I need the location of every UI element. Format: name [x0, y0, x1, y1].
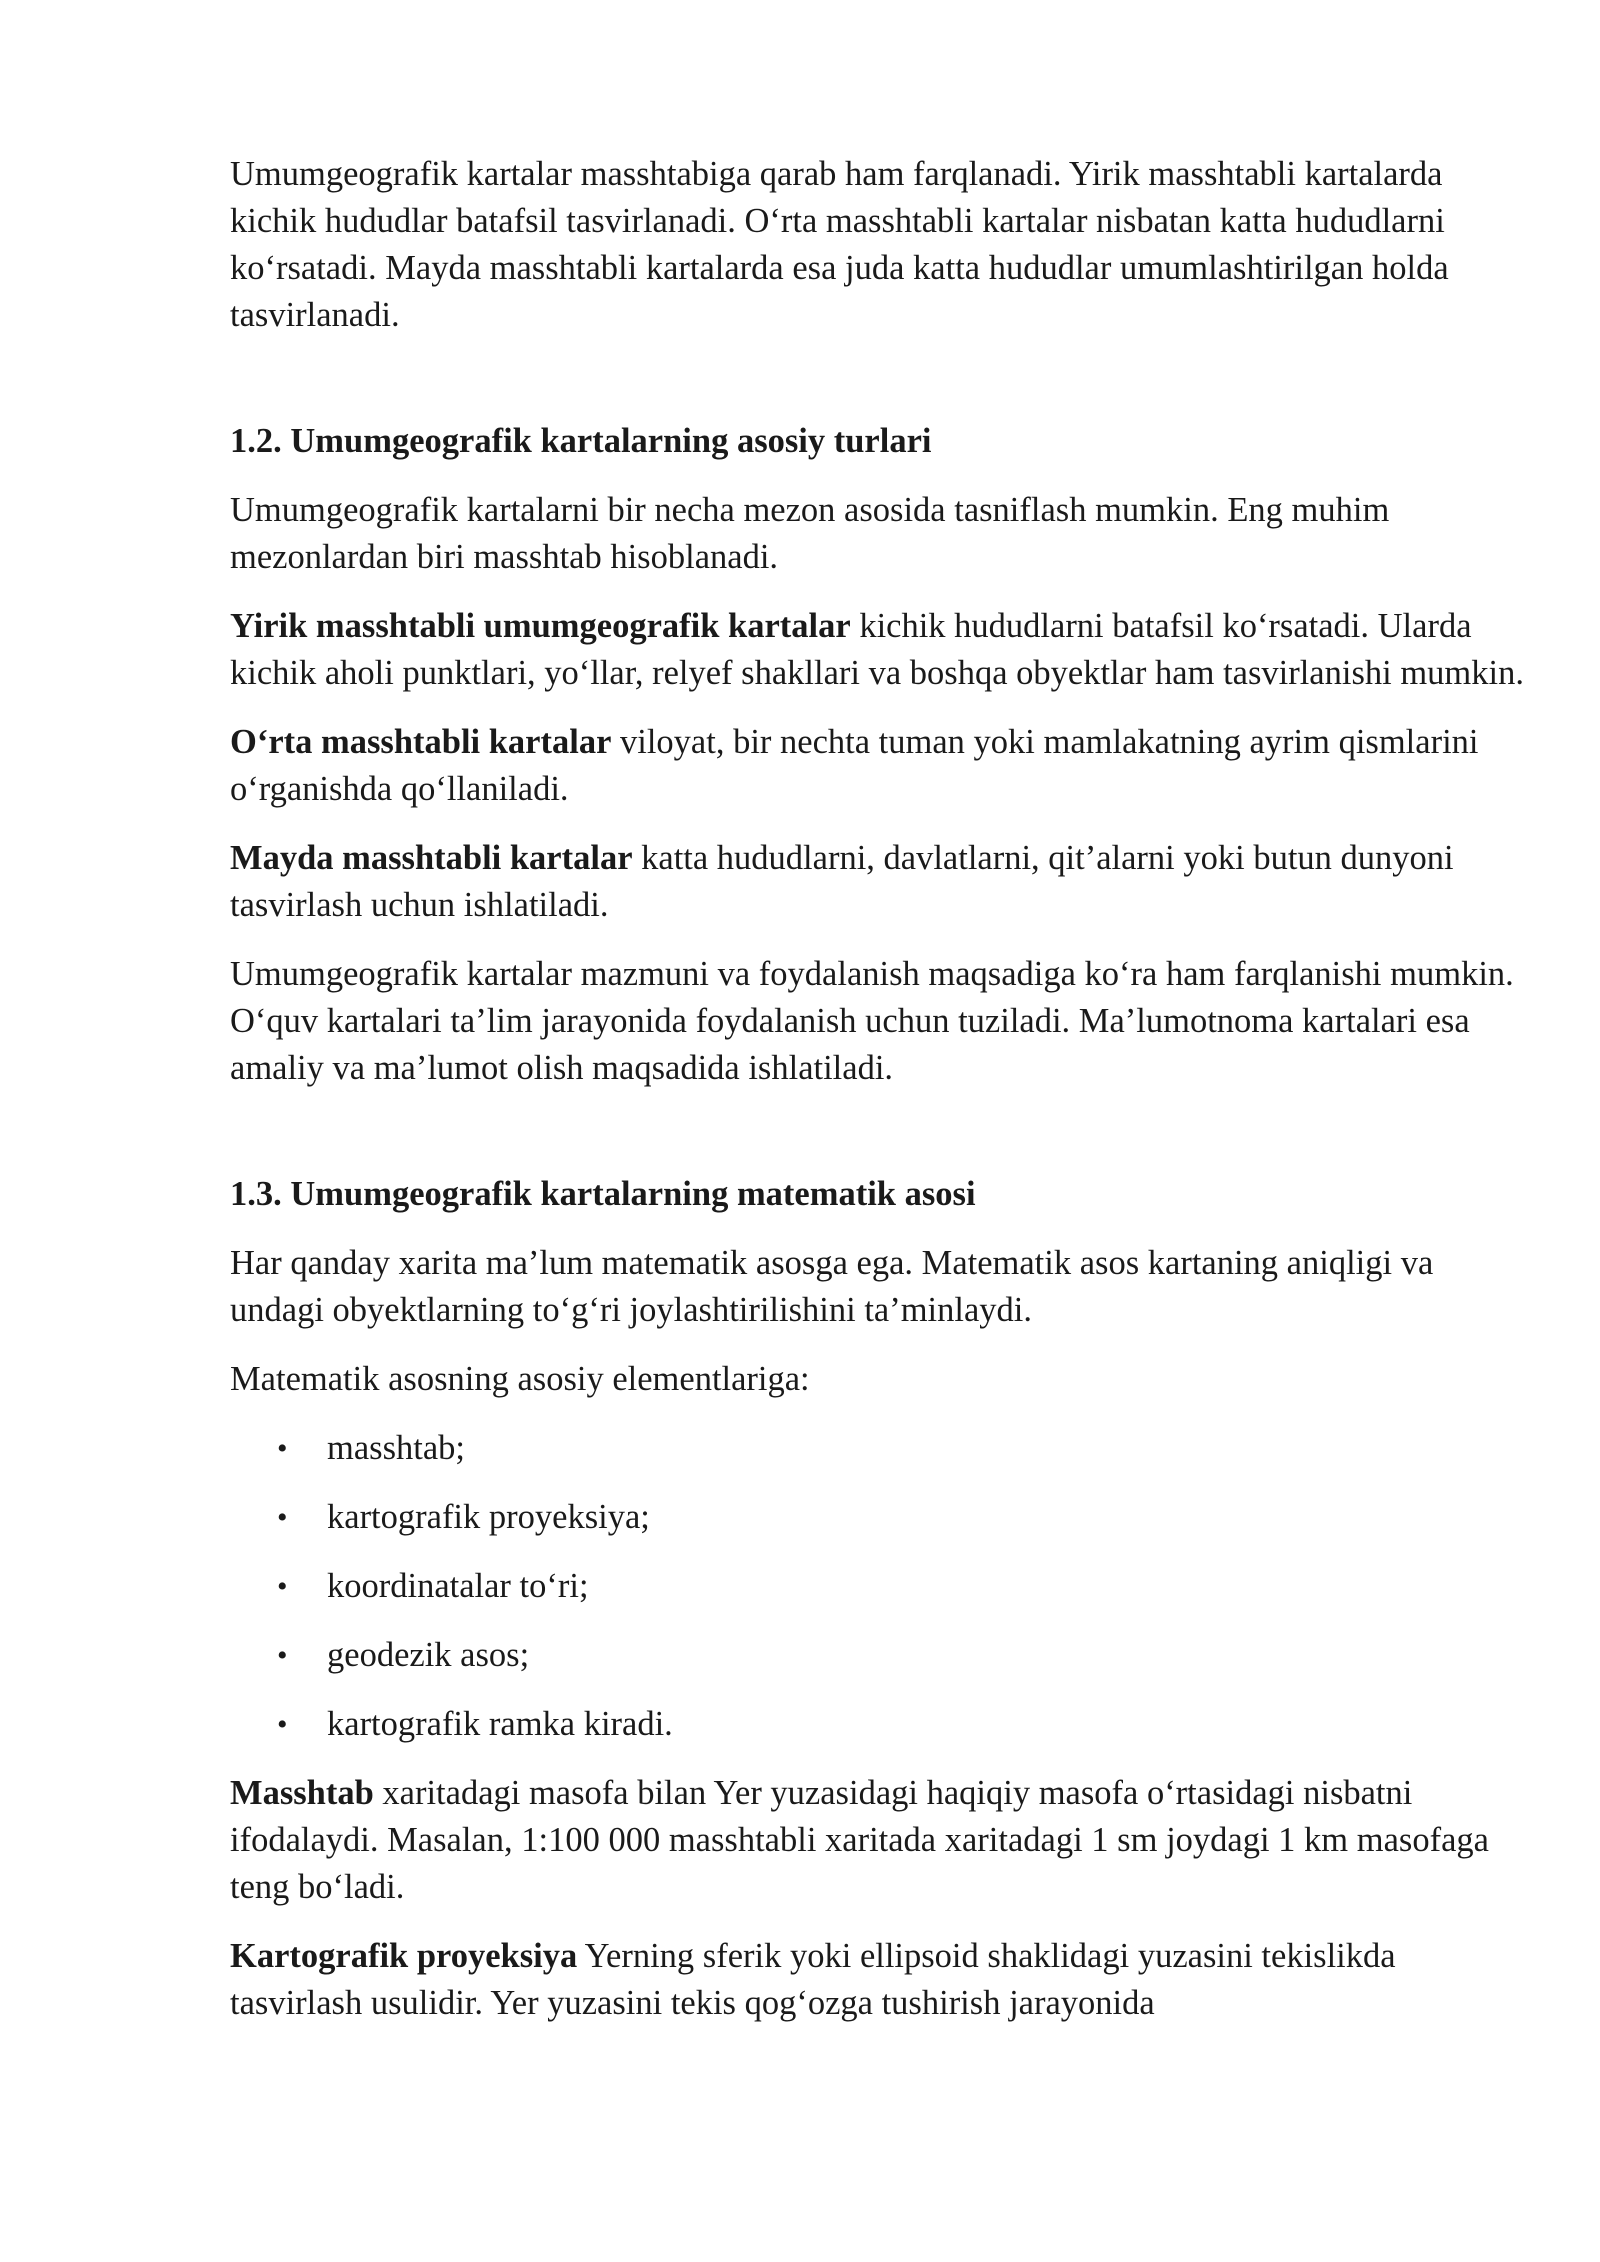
paragraph-classification: Umumgeografik kartalarni bir necha mezon asosida tasniflash mumkin. Eng muhim mezonlardan biri masshtab hisoblanadi. — [230, 491, 1390, 576]
bullet-icon: • — [277, 1432, 288, 1465]
list-item-text: masshtab; — [327, 1429, 465, 1467]
paragraph-projection — [230, 1933, 1530, 2027]
paragraph-list-intro: Matematik asosning asosiy elementlariga: — [230, 1360, 810, 1398]
text-projection: Yerning sferik yoki ellipsoid shaklidagi yuzasini tekislikda tasvirlash usulidir. Yer yuzasini tekis qog‘ozga tushirish jarayonida — [230, 1937, 1396, 2022]
paragraph-purpose: Umumgeografik kartalar mazmuni va foydalanish maqsadiga ko‘ra ham farqlanishi mumkin. O‘quv kartalari ta’lim jarayonida foydalanish uchun tuziladi. Ma’lumotnoma kartalari esa amaliy va ma’lumot olish maqsadida ishlatiladi. — [230, 955, 1514, 1087]
text-large-scale: kichik hududlarni batafsil ko‘rsatadi. Ularda kichik aholi punktlari, yo‘llar, relyef shakllari va boshqa obyektlar ham tasvirlanishi mumkin. — [230, 607, 1524, 692]
term-projection: Kartografik proyeksiya — [230, 1937, 578, 1975]
bullet-icon: • — [277, 1708, 288, 1741]
elements-list — [230, 1425, 1530, 1748]
paragraph-large-scale — [230, 603, 1530, 697]
text-medium-scale: viloyat, bir nechta tuman yoki mamlakatning ayrim qismlarini o‘rganishda qo‘llaniladi. — [230, 723, 1479, 808]
section-heading-1-3: 1.3. Umumgeografik kartalarning matematik asosi — [230, 1175, 976, 1213]
bullet-icon: • — [277, 1639, 288, 1672]
term-scale: Masshtab — [230, 1774, 374, 1812]
list-item-text: kartografik ramka kiradi. — [327, 1705, 673, 1743]
section-heading-1-2: 1.2. Umumgeografik kartalarning asosiy turlari — [230, 422, 932, 460]
bullet-icon: • — [277, 1501, 288, 1534]
list-item — [230, 1701, 1530, 1748]
intro-paragraph: Umumgeografik kartalar masshtabiga qarab ham farqlanadi. Yirik masshtabli kartalarda kichik hududlar batafsil tasvirlanadi. O‘rta masshtabli kartalar nisbatan katta hududlarni ko‘rsatadi. Mayda masshtabli kartalarda esa juda katta hududlar umumlashtirilgan holda tasvirlanadi. — [230, 155, 1449, 334]
paragraph-medium-scale — [230, 719, 1530, 813]
term-medium-scale: O‘rta masshtabli kartalar — [230, 723, 612, 761]
list-item — [230, 1494, 1530, 1541]
list-item — [230, 1425, 1530, 1472]
list-item-text: geodezik asos; — [327, 1636, 530, 1674]
list-item-text: koordinatalar to‘ri; — [327, 1567, 589, 1605]
paragraph-math-basis: Har qanday xarita ma’lum matematik asosga ega. Matematik asos kartaning aniqligi va undagi obyektlarning to‘g‘ri joylashtirilishini ta’minlaydi. — [230, 1244, 1434, 1329]
page-content — [230, 151, 1530, 2049]
term-small-scale: Mayda masshtabli kartalar — [230, 839, 633, 877]
text-scale: xaritadagi masofa bilan Yer yuzasidagi haqiqiy masofa o‘rtasidagi nisbatni ifodalaydi. Masalan, 1:100 000 masshtabli xaritada xaritadagi 1 sm joydagi 1 km masofaga teng bo‘ladi. — [230, 1774, 1489, 1906]
paragraph-small-scale — [230, 835, 1530, 929]
term-large-scale: Yirik masshtabli umumgeografik kartalar — [230, 607, 851, 645]
list-item-text: kartografik proyeksiya; — [327, 1498, 650, 1536]
paragraph-scale — [230, 1770, 1530, 1911]
bullet-icon: • — [277, 1570, 288, 1603]
list-item — [230, 1563, 1530, 1610]
text-small-scale: katta hududlarni, davlatlarni, qit’alarni yoki butun dunyoni tasvirlash uchun ishlatiladi. — [230, 839, 1454, 924]
list-item — [230, 1632, 1530, 1679]
